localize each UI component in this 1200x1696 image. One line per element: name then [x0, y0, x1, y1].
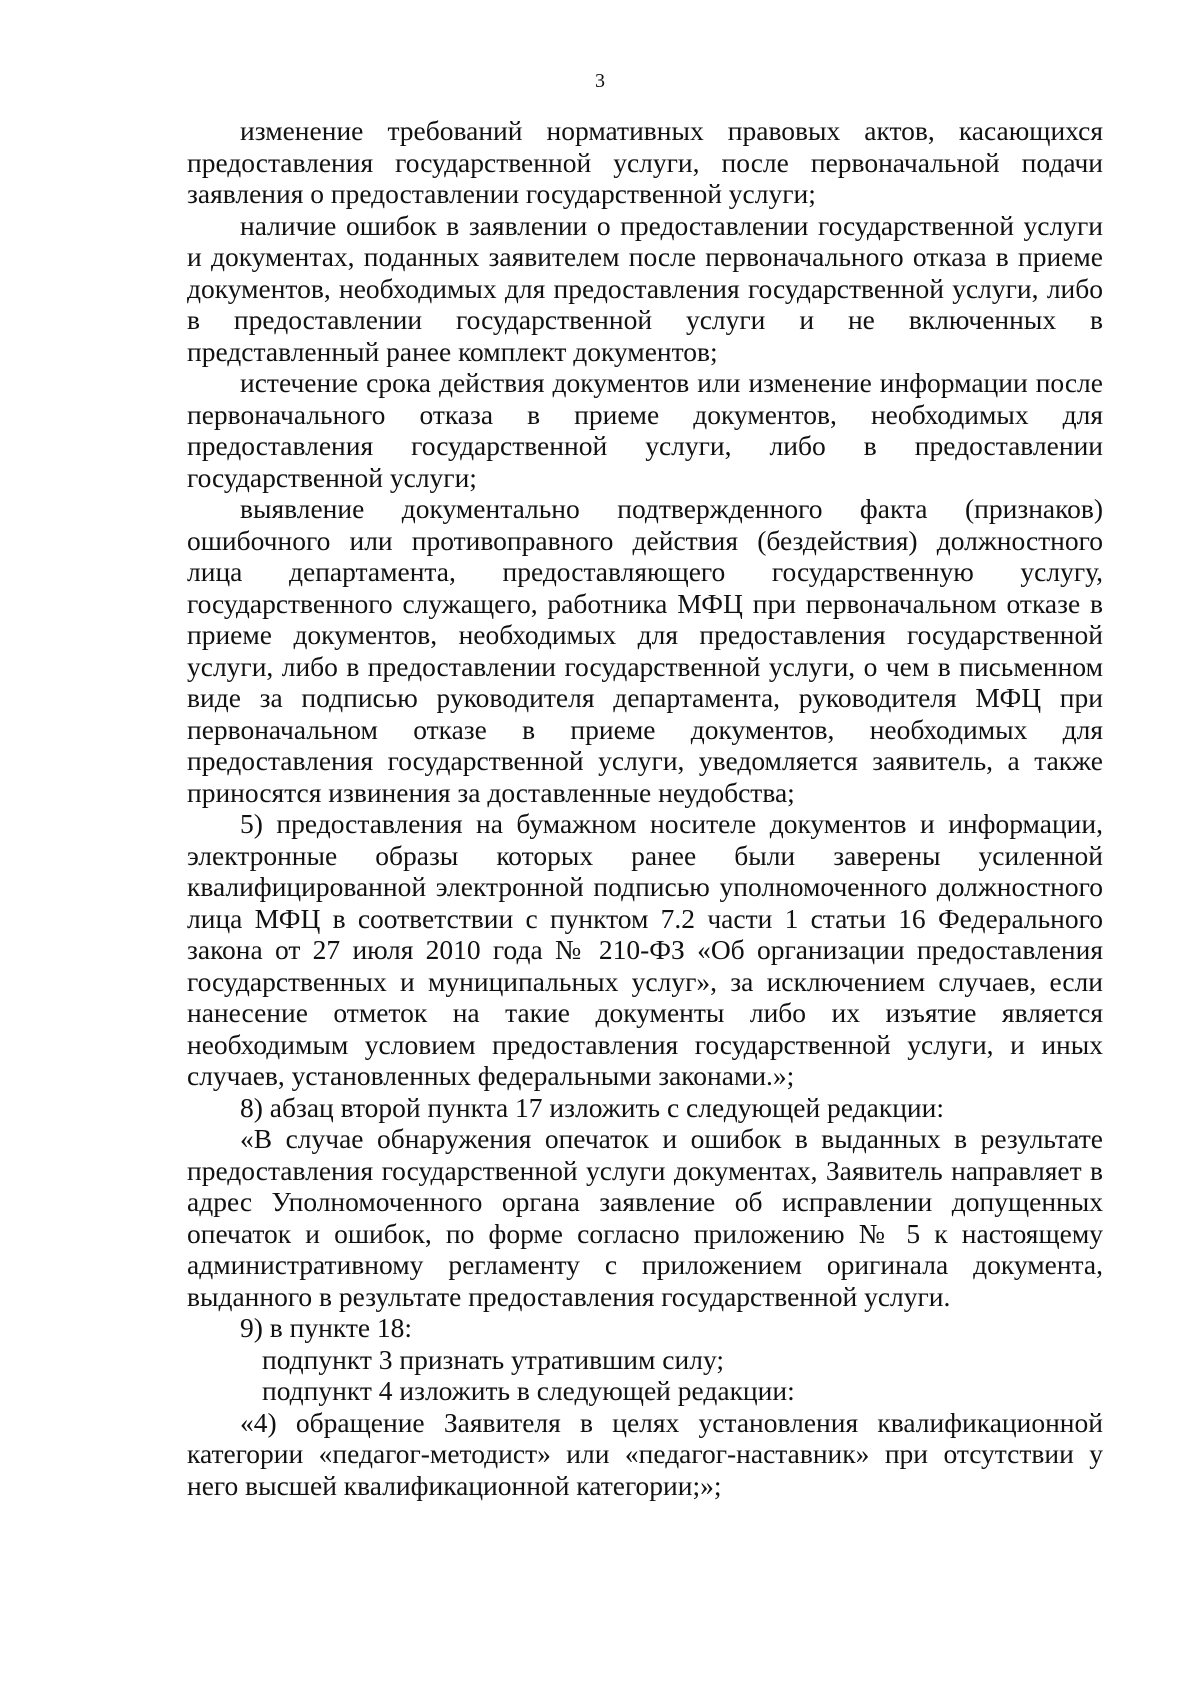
paragraph: наличие ошибок в заявлении о предоставлении государственной услуги и документах, поданных заявителем после первоначального отказа в приеме документов, необходимых для предоставления государственной услуги, либо в предоставлении государственной услуги и не включенных в представленный ранее комплект документов; — [187, 209, 1103, 367]
paragraph: 5) предоставления на бумажном носителе документов и информации, электронные образы которых ранее были заверены усиленной квалифицированной электронной подписью уполномоченного должностного лица МФЦ в соответствии с пунктом 7.2 части 1 статьи 16 Федерального закона от 27 июля 2010 года № 210-ФЗ «Об организации предоставления государственных и муниципальных услуг», за исключением случаев, если нанесение отметок на такие документы либо их изъятие является необходимым условием предоставления государственной услуги, и иных случаев, установленных федеральными законами.»; — [187, 808, 1103, 1091]
paragraph: 9) в пункте 18: — [240, 1312, 413, 1343]
paragraph: истечение срока действия документов или изменение информации после первоначального отказа в приеме документов, необходимых для предоставления государственной услуги, либо в предоставлении государственной услуги; — [187, 367, 1103, 493]
paragraph: изменение требований нормативных правовых актов, касающихся предоставления государственной услуги, после первоначальной подачи заявления о предоставлении государственной услуги; — [187, 115, 1103, 209]
page-number: 3 — [595, 70, 605, 92]
paragraph: 8) абзац второй пункта 17 изложить с следующей редакции: — [240, 1091, 945, 1123]
paragraph: «4) обращение Заявителя в целях установления квалификационной категории «педагог-методист» или «педагог-наставник» при отсутствии у него высшей квалификационной категории;»; — [187, 1406, 1103, 1501]
paragraph: выявление документально подтвержденного факта (признаков) ошибочного или противоправного действия (бездействия) должностного лица департамента, предоставляющего государственную услугу, государственного служащего, работника МФЦ при первоначальном отказе в приеме документов, необходимых для предоставления государственной услуги, либо в предоставлении государственной услуги, о чем в письменном виде за подписью руководителя департамента, руководителя МФЦ при первоначальном отказе в приеме документов, необходимых для предоставления государственной услуги, уведомляется заявитель, а также приносятся извинения за доставленные неудобства; — [187, 493, 1103, 808]
paragraph: подпункт 4 изложить в следующей редакции: — [262, 1375, 795, 1406]
paragraph: «В случае обнаружения опечаток и ошибок в выданных в результате предоставления государственной услуги документах, Заявитель направляет в адрес Уполномоченного органа заявление об исправлении допущенных опечаток и ошибок, по форме согласно приложению № 5 к настоящему административному регламенту с приложением оригинала документа, выданного в результате предоставления государственной услуги. — [187, 1123, 1103, 1312]
document-body — [187, 115, 1103, 1501]
paragraph: подпункт 3 признать утратившим силу; — [262, 1343, 724, 1375]
